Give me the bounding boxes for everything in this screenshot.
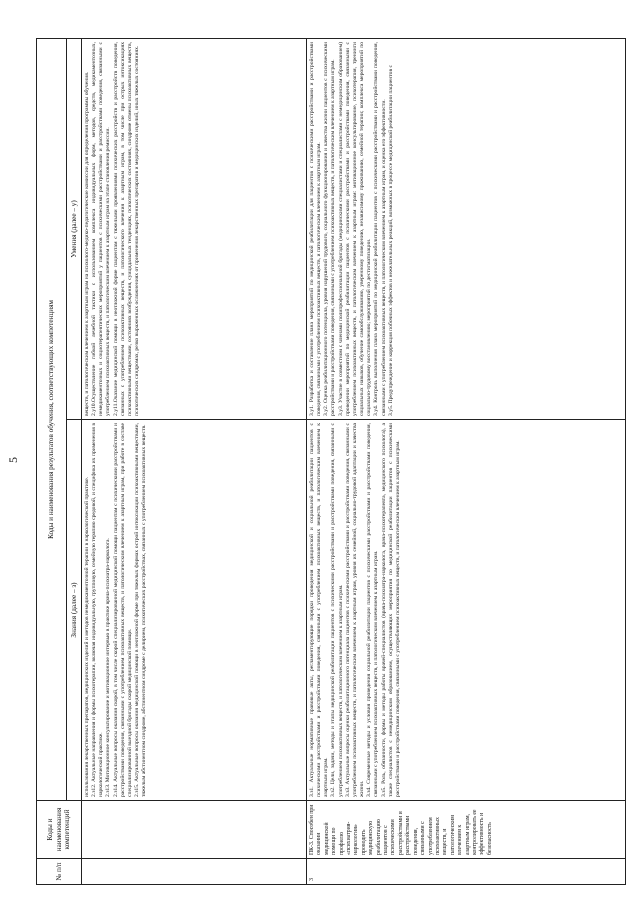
knowledge-item: 2.з13. Мотивационное консультирование и мотивационное интервью в практике врача-психиатра-нарколога. [105, 538, 112, 797]
skill-item: 3.у3. Участие в совместном с членами полипрофессиональной бригады (медицинскими специалистами и специалистами с немедицинским образованием) проведении мероприятий по медицинской реабилитации пациентов с психическими расстройствами и расстройствами поведения, связанными с употреблением психоактивных веществ, и патологическим влечением к азартным играм: мотивационное консультирование, психотерапия, тренинги социальных навыков, обучение самообслуживанию, уверенному поведению, независимому проживанию, семейной терапии; комплекса мероприятий по социально-трудовому восстановлению; мероприятий по дестигматизации. [337, 41, 373, 416]
knowledge-item: 2.з14. Актуальные вопросы оказания скорой, в том числе скорой специализированной медицинской помощи пациентам с психическими расстройствами и расстройствами поведения, связанными с употреблением психоактивных веществ, и патологическим влечением к азартным играм, при работе в составе специализированной выездной бригады скорой медицинской помощи. [112, 423, 133, 797]
skill-item: 2.у11.Оказание медицинской помощи в неотложной форме пациентам с тяжелыми проявлениями психических расстройств и расстройств поведения, связанных с употреблением психоактивных веществ, и патологического влечения к азартным играм, в том числе при острых интоксикациях психоактивными веществами, состояниях возбуждения, суицидальных тенденциях, психотических состояниях, синдроме отмены психоактивных веществ, психотических синдромах, резко выраженных осложнениях от применения лекарственных препаратов и медицинских изделий, иных тяжелых состояниях. [112, 41, 141, 416]
knowledge-item: 2.з12. Актуальные направления и формы психотерапии, включая индивидуальную, групповую, семейную терапию средовой, и специфика их применения в наркологической практике. [91, 423, 105, 797]
table-header-row [37, 38, 67, 884]
skill-item: 3.у5. Предупреждение и коррекция побочных эффектов и нежелательных реакций, возможных в процессе медицинской реабилитации пациентов с [387, 65, 394, 416]
row-number [82, 859, 307, 885]
skill-item: 3.у4. Контроль выполнения плана мероприятий по медицинской реабилитации пациентов с психическими расстройствами и расстройствами поведения, связанными с употреблением психоактивных веществ, и патологическим влечением к азартным играм, и оценка его эффективности. [373, 41, 387, 416]
knowledge-item: 3.з4. Современные методы и условия проведения социальной реабилитации пациентов с психическими расстройствами и расстройствами поведения, связанными с употреблением психоактивных веществ, и патологическим влечением к азартным играм. [366, 423, 380, 797]
header-knowledge: Знания (далее – з) [67, 420, 82, 801]
skill-item: 3.у1. Разработка и составление плана мероприятий по медицинской реабилитации для пациентов с психическими расстройствами и расстройствами поведения, связанными с употреблением психоактивных веществ, и патологическим влечением к азартным играм. [309, 41, 323, 416]
knowledge-cell [307, 420, 626, 801]
competency-code [82, 801, 307, 859]
header-codes: Коды и наименования компетенций [37, 801, 82, 859]
skill-item: веществ, и патологическим влечением к азартным играм на психолого-медико-педагогические комиссии для определения программы обучения. [84, 71, 90, 416]
skill-item: 2.у10.Осуществление гибкой лечебной тактики с использованием комплекса индивидуальных форм, методов, средств, медикаментозных, немедикаментозных и социотерапевтических мероприятий у пациентов с психическими расстройствами и расстройствами поведения, связанными с употреблением психоактивных веществ, и патологическим влечением к азартным играм на этапе становления ремиссии. [91, 41, 112, 416]
row-number: 3 [307, 859, 626, 885]
page-number: 5 [6, 457, 20, 463]
skills-cell [307, 38, 626, 419]
knowledge-item: 3.з1. Актуальные нормативные правовые акты, регламентирующие порядки проведения медицинской и социальной реабилитации пациентов с психическими расстройствами и расстройствами поведения, связанными с употреблением психоактивных веществ, и патологическим влечением к азартным играм. [309, 423, 330, 797]
knowledge-item: 2.з15. Актуальные вопросы оказания медицинской помощи в неотложной форме при тяжелых формах острой интоксикации психоактивными веществами, тяжелым абстинентном синдроме, абстинентном синдроме с делирием, психотических расстройствах, связанных с употреблением психоактивных веществ. [134, 423, 148, 797]
knowledge-cell [82, 420, 307, 801]
table-row [82, 38, 307, 884]
knowledge-item: 3.з3. Актуальные вопросы оценки реабилитационного потенциала пациентов с психическими расстройствами и расстройствами поведения, связанными с употреблением психоактивных веществ, и патологическим влечением к азартным играм, уровня их семейной, социально-трудовой адаптации и качества жизни. [344, 423, 366, 797]
header-skills: Умения (далее – у) [67, 38, 82, 419]
knowledge-item: 3.з2. Цели, задачи, методы и этапы медицинской реабилитации пациентов с психическими расстройствами и расстройствами поведения, связанными с употреблением психоактивных веществ, и патологическим влечением к азартным играм. [330, 423, 344, 797]
knowledge-item: использования лекарственных препаратов, медицинских изделий и методов немедикаментозной терапии в наркологической практике. [84, 476, 90, 797]
table-row [307, 38, 626, 884]
header-no: № п/п [37, 859, 82, 885]
knowledge-item: 3.з5. Роль, обязанности, формы и методы работы врачей-специалистов (врача-психиатра-нарколога, врача-психотерапевта, медицинского психолога), а также специалистов с немедицинским образованием, осуществляющих мероприятия по медицинской реабилитации пациентов с психическими расстройствами и расстройствами поведения, связанными с употреблением психоактивных веществ, и патологическим влечением к азартным играм. [380, 423, 401, 797]
skill-item: 3.у2. Оценка реабилитационного потенциала, уровня нарушений трудового, социального функционирования и качества жизни пациентов с психическими расстройствами и расстройствами поведения, связанными с употреблением психоактивных веществ, и патологическим влечением к азартным играм. [323, 41, 337, 416]
table-subheader-row [67, 38, 82, 884]
header-results: Коды и наименования результатов обучения, соответствующих компетенциям [37, 38, 67, 800]
skills-cell [82, 38, 307, 419]
competency-table [36, 38, 626, 885]
competency-code: ПК-3. Способен при оказании медицинской помощи по профилю «психиатрия-наркология» проводить медицинскую реабилитацию пациентов с психическими расстройствами и расстройствами поведения, связанными с употреблением психоактивных веществ, и патологическим влечением к азартным играм, контролировать ее эффективность и безопасность [307, 801, 626, 859]
